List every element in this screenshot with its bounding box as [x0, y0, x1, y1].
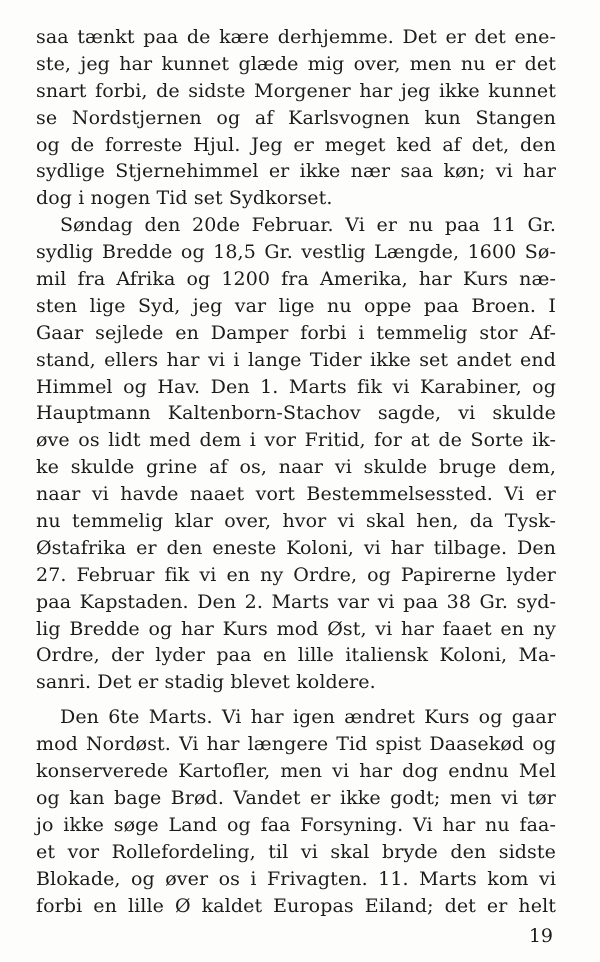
text-line: dog i nogen Tid set Sydkorset.	[36, 187, 333, 210]
text-line: paa Kapstaden. Den 2. Marts var vi paa 38 Gr. syd-	[36, 590, 556, 613]
paragraph-gap	[36, 696, 556, 704]
text-line: mod Nordøst. Vi har længere Tid spist Daasekød og	[36, 733, 556, 756]
text-line: sanri. Det er stadig blevet koldere.	[36, 671, 376, 694]
text-line: sten lige Syd, jeg var lige nu oppe paa Broen. I	[36, 294, 556, 317]
text-line: mil fra Afrika og 1200 fra Amerika, har Kurs næ-	[36, 268, 556, 291]
text-line: snart forbi, de sidste Morgener har jeg ikke kunnet	[36, 79, 556, 102]
paragraph-1	[36, 24, 556, 696]
text-line: stand, ellers har vi i lange Tider ikke set andet end	[36, 348, 556, 371]
text-line: forbi en lille Ø kaldet Europas Eiland; det er helt	[36, 894, 556, 917]
text-line: nu temmelig klar over, hvor vi skal hen, da Tysk-	[36, 510, 556, 533]
text-line: og kan bage Brød. Vandet er ikke godt; men vi tør	[36, 786, 556, 809]
text-line: Østafrika er den eneste Koloni, vi har tilbage. Den	[36, 536, 556, 559]
text-line: Hauptmann Kaltenborn-Stachov sagde, vi skulde	[36, 402, 556, 425]
text-line: Himmel og Hav. Den 1. Marts fik vi Karabiner, og	[36, 375, 556, 398]
text-line: Ordre, der lyder paa en lille italiensk Koloni, Ma-	[36, 644, 556, 667]
text-line: Blokade, og øver os i Frivagten. 11. Marts kom vi	[36, 867, 556, 890]
text-line: ste, jeg har kunnet glæde mig over, men nu er det	[36, 52, 556, 75]
body-text	[36, 24, 556, 919]
text-line: se Nordstjernen og af Karlsvognen kun Stangen	[36, 106, 556, 129]
text-line: lig Bredde og har Kurs mod Øst, vi har faaet en ny	[36, 617, 556, 640]
text-line: sydlige Stjernehimmel er ikke nær saa køn; vi har	[36, 160, 556, 183]
text-line: saa tænkt paa de kære derhjemme. Det er det ene-	[36, 26, 556, 48]
text-line: et vor Rollefordeling, til vi skal bryde den sidste	[36, 840, 556, 863]
page-number: 19	[528, 925, 553, 947]
text-line: jo ikke søge Land og faa Forsyning. Vi har nu faa-	[36, 813, 556, 836]
text-line: og de forreste Hjul. Jeg er meget ked af det, den	[36, 133, 556, 156]
text-line: 27. Februar fik vi en ny Ordre, og Papirerne lyder	[36, 563, 556, 586]
text-line: naar vi havde naaet vort Bestemmelsessted. Vi er	[36, 483, 556, 506]
text-line: øve os lidt med dem i vor Fritid, for at de Sorte ik-	[36, 429, 556, 452]
paragraph-2	[36, 704, 556, 919]
text-line: Den 6te Marts. Vi har igen ændret Kurs og gaar	[60, 706, 556, 729]
text-line: sydlig Bredde og 18,5 Gr. vestlig Længde, 1600 Sø-	[36, 241, 556, 264]
text-line: Søndag den 20de Februar. Vi er nu paa 11 Gr.	[60, 214, 556, 237]
text-line: ke skulde grine af os, naar vi skulde bruge dem,	[36, 456, 556, 479]
text-line: konserverede Kartofler, men vi har dog endnu Mel	[36, 760, 556, 783]
text-line: Gaar sejlede en Damper forbi i temmelig stor Af-	[36, 321, 556, 344]
